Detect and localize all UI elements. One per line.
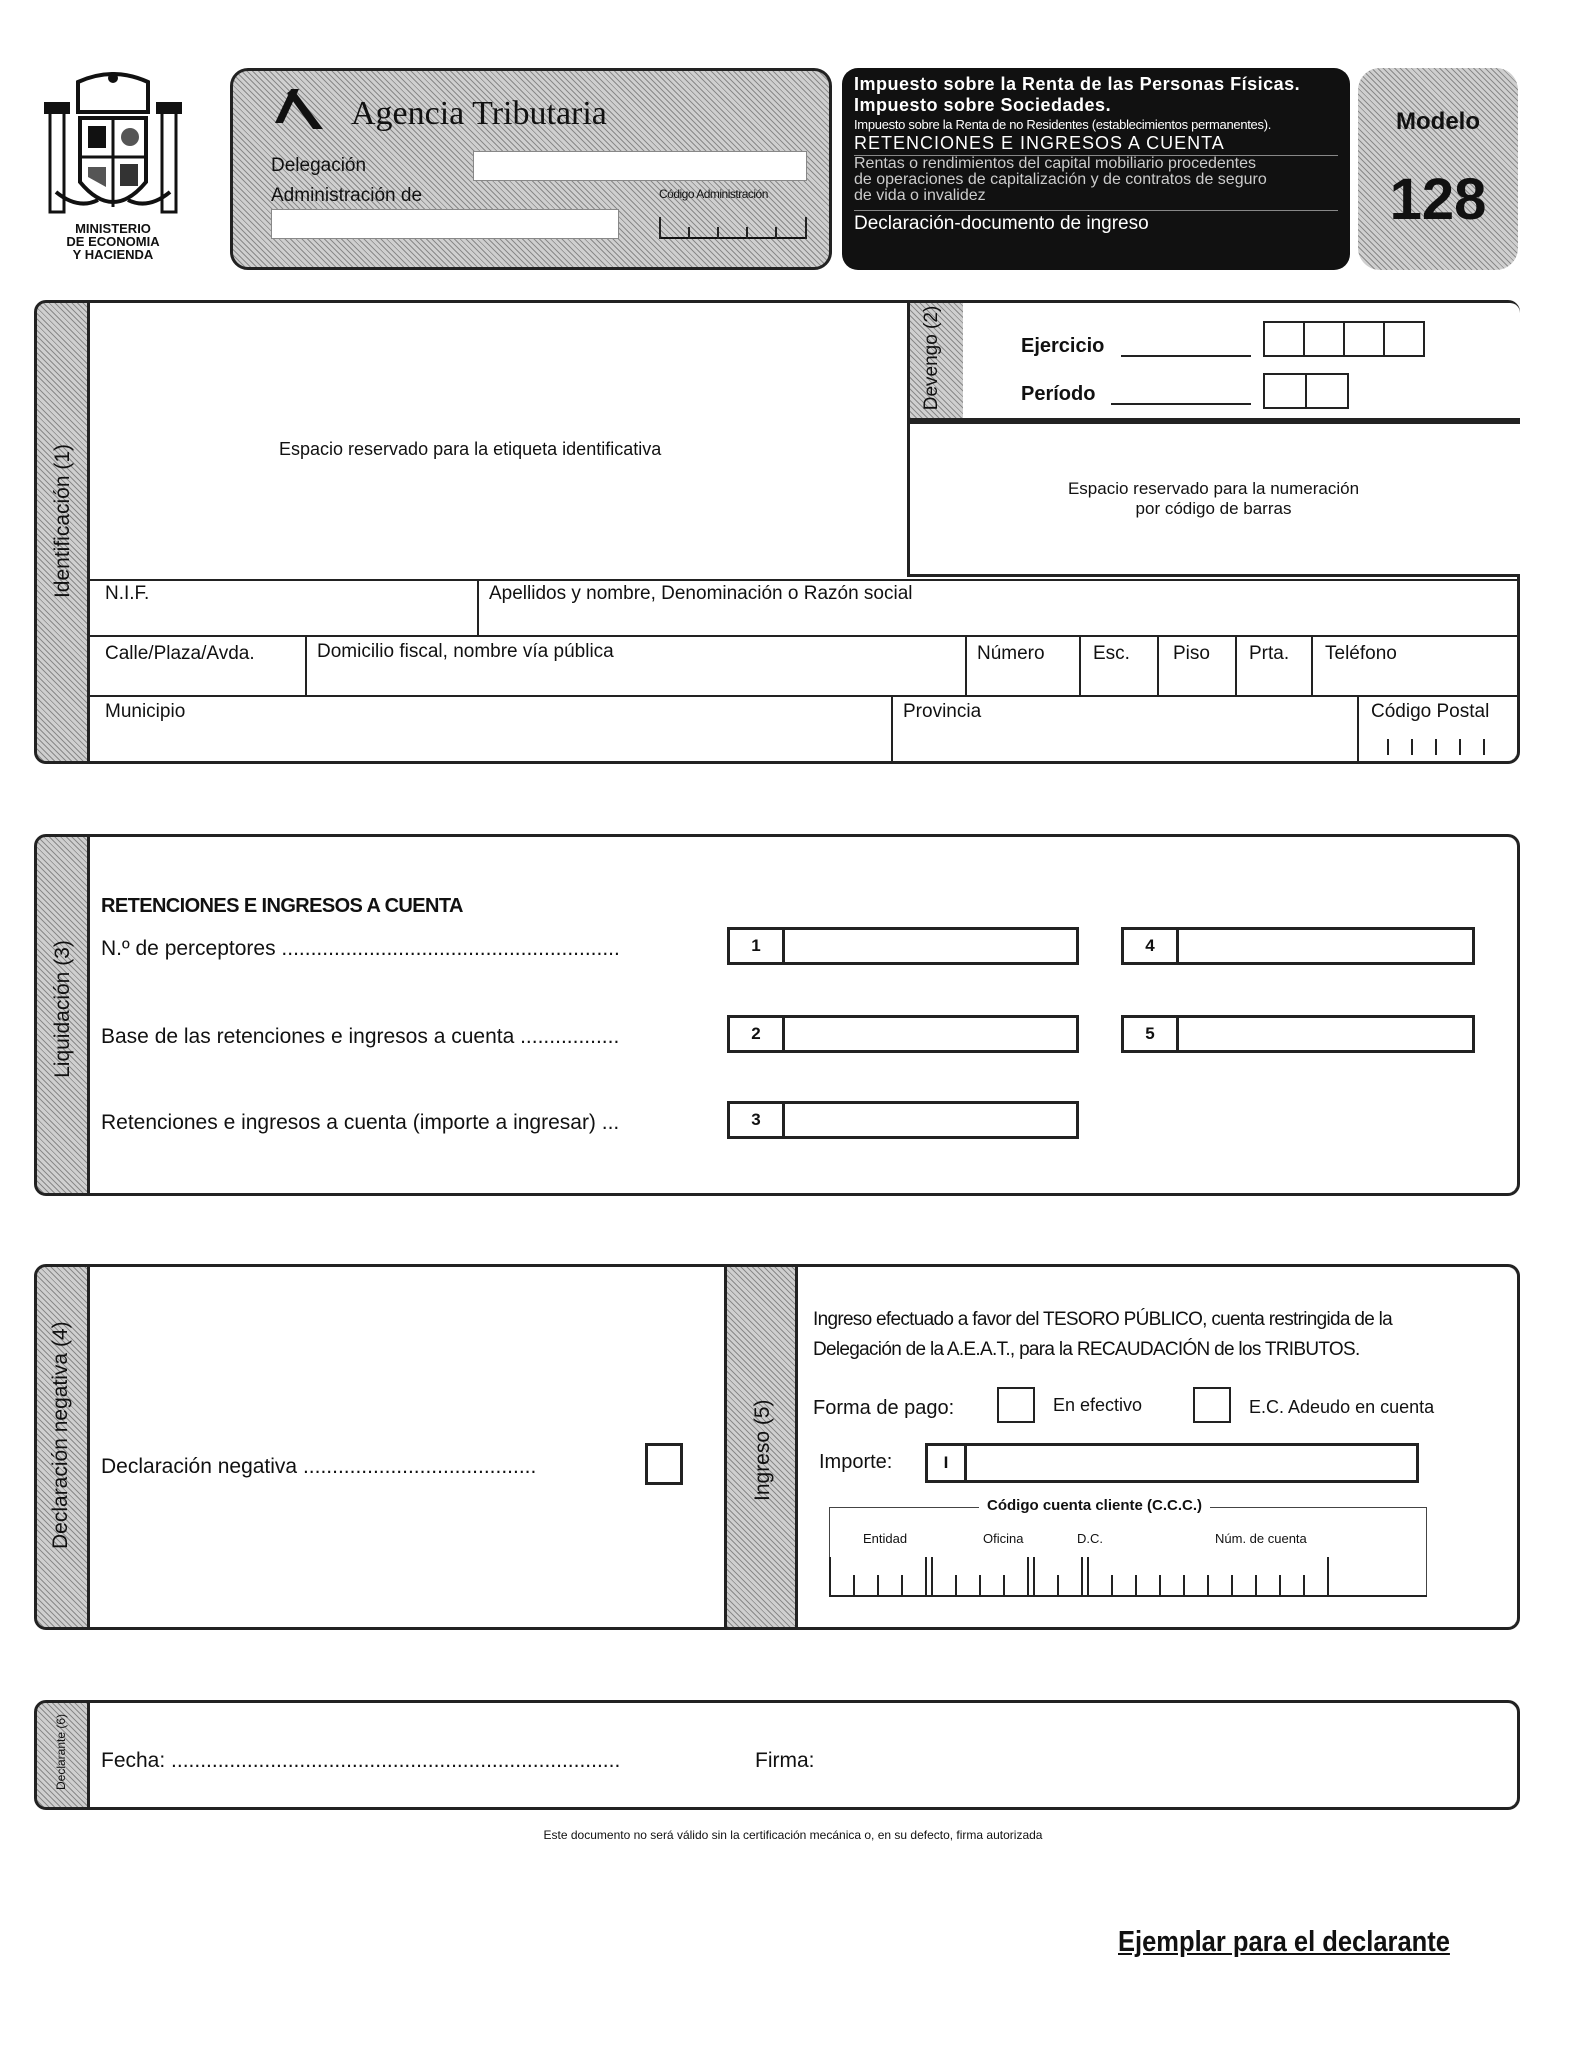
ccc-digit-tick: [1207, 1575, 1209, 1597]
ccc-digit-tick: [1081, 1557, 1083, 1597]
ccc-digit-tick: [1027, 1557, 1029, 1597]
ccc-entidad: Entidad: [863, 1531, 908, 1546]
declarante-section: [34, 1700, 1520, 1810]
liquidacion-label: Liquidación (3): [51, 940, 74, 1078]
modelo-number: 128: [1389, 167, 1487, 232]
ccc-digit-tick: [1003, 1575, 1005, 1597]
ccc-ticks: [829, 1547, 1427, 1597]
tax-line-5: Rentas o rendimientos del capital mobiliario procedentes: [854, 155, 1256, 172]
identificacion-section: [34, 300, 1520, 764]
fecha-label: Fecha: .............................................................................: [101, 1749, 621, 1772]
ccc-oficina: Oficina: [983, 1531, 1024, 1546]
ingreso-text-2: Delegación de la A.E.A.T., para la RECAUDACIÓN de los TRIBUTOS.: [813, 1339, 1360, 1360]
municipio-label: Municipio: [105, 701, 186, 722]
ccc-digit-tick: [979, 1575, 981, 1597]
ccc-digit-tick: [877, 1575, 879, 1597]
ejercicio-label: Ejercicio: [1021, 335, 1105, 357]
ccc-num-cuenta: Núm. de cuenta: [1215, 1531, 1307, 1546]
barcode-text-2: por código de barras: [1135, 499, 1292, 518]
tax-line-1: Impuesto sobre la Renta de las Personas Físicas.: [854, 74, 1301, 94]
ccc-digit-tick: [1087, 1557, 1089, 1597]
ejercicio-field[interactable]: [1263, 321, 1429, 357]
ccc-digit-tick: [1255, 1575, 1257, 1597]
ccc-digit-tick: [1111, 1575, 1113, 1597]
agency-box: [230, 68, 832, 270]
tax-line-4: RETENCIONES E INGRESOS A CUENTA: [854, 133, 1225, 153]
declarante-label: Declarante (6): [54, 1713, 68, 1791]
administracion-field[interactable]: [271, 209, 619, 239]
ccc-digit-tick: [1327, 1557, 1329, 1597]
box-4[interactable]: 4: [1121, 927, 1475, 965]
periodo-underline: [1111, 403, 1251, 405]
tax-description-box: [842, 68, 1350, 270]
tax-line-6: de operaciones de capitalización y de contratos de seguro: [854, 171, 1267, 188]
codigo-admin-label: Código Administración: [659, 187, 768, 201]
tax-line-7: de vida o invalidez: [854, 187, 986, 204]
barcode-text-1: Espacio reservado para la numeración: [1067, 479, 1360, 498]
provincia-label: Provincia: [903, 701, 982, 722]
ccc-digit-tick: [853, 1575, 855, 1597]
cp-label: Código Postal: [1371, 701, 1490, 722]
nombre-label: Apellidos y nombre, Denominación o Razón social: [489, 583, 913, 604]
liquidacion-title: RETENCIONES E INGRESOS A CUENTA: [101, 895, 463, 917]
footer-note: Este documento no será válido sin la certificación mecánica o, en su defecto, firma autorizada: [543, 1828, 1043, 1842]
periodo-label: Período: [1021, 383, 1096, 405]
ccc-digit-tick: [901, 1575, 903, 1597]
box-2[interactable]: 2: [727, 1015, 1079, 1053]
ccc-digit-tick: [1279, 1575, 1281, 1597]
municipio-field[interactable]: [87, 697, 893, 761]
firma-label: Firma:: [755, 1749, 815, 1772]
box-1[interactable]: 1: [727, 927, 1079, 965]
perceptores-label: N.º de perceptores ..........................................................: [101, 937, 620, 960]
liquidacion-section: [34, 834, 1520, 1196]
modelo-label: Modelo: [1396, 108, 1480, 135]
domicilio-label: Domicilio fiscal, nombre vía pública: [317, 641, 614, 662]
agency-name: Agencia Tributaria: [351, 95, 607, 132]
ccc-digit-tick: [1303, 1575, 1305, 1597]
coat-of-arms-icon: [38, 72, 188, 222]
ccc-digit-tick: [1231, 1575, 1233, 1597]
ccc-digit-tick: [1057, 1575, 1059, 1597]
forma-pago-label: Forma de pago:: [813, 1397, 955, 1419]
piso-label: Piso: [1173, 643, 1210, 664]
ejemplar-label: Ejemplar para el declarante: [1118, 1926, 1450, 1958]
delegacion-field[interactable]: [473, 151, 807, 181]
numero-label: Número: [977, 643, 1045, 664]
negativa-checkbox[interactable]: [645, 1443, 683, 1485]
importe-field[interactable]: I: [925, 1443, 1419, 1483]
firma-field[interactable]: [837, 1723, 1497, 1793]
ccc-digit-tick: [955, 1575, 957, 1597]
negativa-body: [87, 1267, 727, 1627]
retenciones-label: Retenciones e ingresos a cuenta (importe a ingresar) ...: [101, 1111, 620, 1134]
ccc-digit-tick: [1135, 1575, 1137, 1597]
adeudo-label: E.C. Adeudo en cuenta: [1249, 1397, 1435, 1417]
esc-label: Esc.: [1093, 643, 1130, 664]
importe-label: Importe:: [819, 1451, 893, 1473]
prta-label: Prta.: [1249, 643, 1290, 664]
ccc-title: Código cuenta cliente (C.C.C.): [979, 1497, 1210, 1514]
efectivo-label: En efectivo: [1053, 1395, 1143, 1415]
tax-line-2: Impuesto sobre Sociedades.: [854, 95, 1112, 115]
identificacion-label: Identificación (1): [51, 443, 74, 599]
tax-line-8: Declaración-documento de ingreso: [854, 213, 1149, 234]
negativa-label: Declaración negativa (4): [49, 1321, 72, 1549]
nif-label: N.I.F.: [105, 583, 150, 604]
box-5[interactable]: 5: [1121, 1015, 1475, 1053]
ccc-digit-tick: [1033, 1557, 1035, 1597]
box-3[interactable]: 3: [727, 1101, 1079, 1139]
tax-line-3: Impuesto sobre la Renta de no Residentes (establecimientos permanentes).: [854, 117, 1272, 132]
ccc-digit-tick: [931, 1557, 933, 1597]
ministry-logo: [38, 72, 188, 272]
administracion-label: Administración de: [271, 185, 423, 206]
etiqueta-text: Espacio reservado para la etiqueta identificativa: [279, 439, 662, 459]
ingreso-text-1: Ingreso efectuado a favor del TESORO PÚBLICO, cuenta restringida de la: [813, 1309, 1393, 1330]
negativa-text: Declaración negativa ........................................: [101, 1455, 537, 1478]
ccc-dc: D.C.: [1077, 1531, 1103, 1546]
ejercicio-underline: [1121, 355, 1251, 357]
efectivo-checkbox[interactable]: [997, 1387, 1035, 1423]
adeudo-checkbox[interactable]: [1193, 1387, 1231, 1423]
delegacion-label: Delegación: [271, 155, 367, 176]
ccc-digit-tick: [1183, 1575, 1185, 1597]
telefono-label: Teléfono: [1325, 643, 1397, 664]
ccc-digit-tick: [925, 1557, 927, 1597]
ccc-digit-tick: [1159, 1575, 1161, 1597]
agency-logo-icon: [269, 83, 329, 133]
calle-label: Calle/Plaza/Avda.: [105, 643, 255, 664]
modelo-box: [1358, 68, 1518, 270]
codigo-admin-field[interactable]: [659, 207, 807, 239]
ccc-digit-tick: [829, 1557, 831, 1597]
base-label: Base de las retenciones e ingresos a cuenta .................: [101, 1025, 620, 1048]
ingreso-label: Ingreso (5): [751, 1399, 774, 1501]
negativa-ingreso-section: [34, 1264, 1520, 1630]
ministry-name: MINISTERIO DE ECONOMIA Y HACIENDA: [66, 221, 160, 262]
devengo-label: Devengo (2): [921, 305, 942, 411]
periodo-field[interactable]: [1263, 373, 1349, 409]
